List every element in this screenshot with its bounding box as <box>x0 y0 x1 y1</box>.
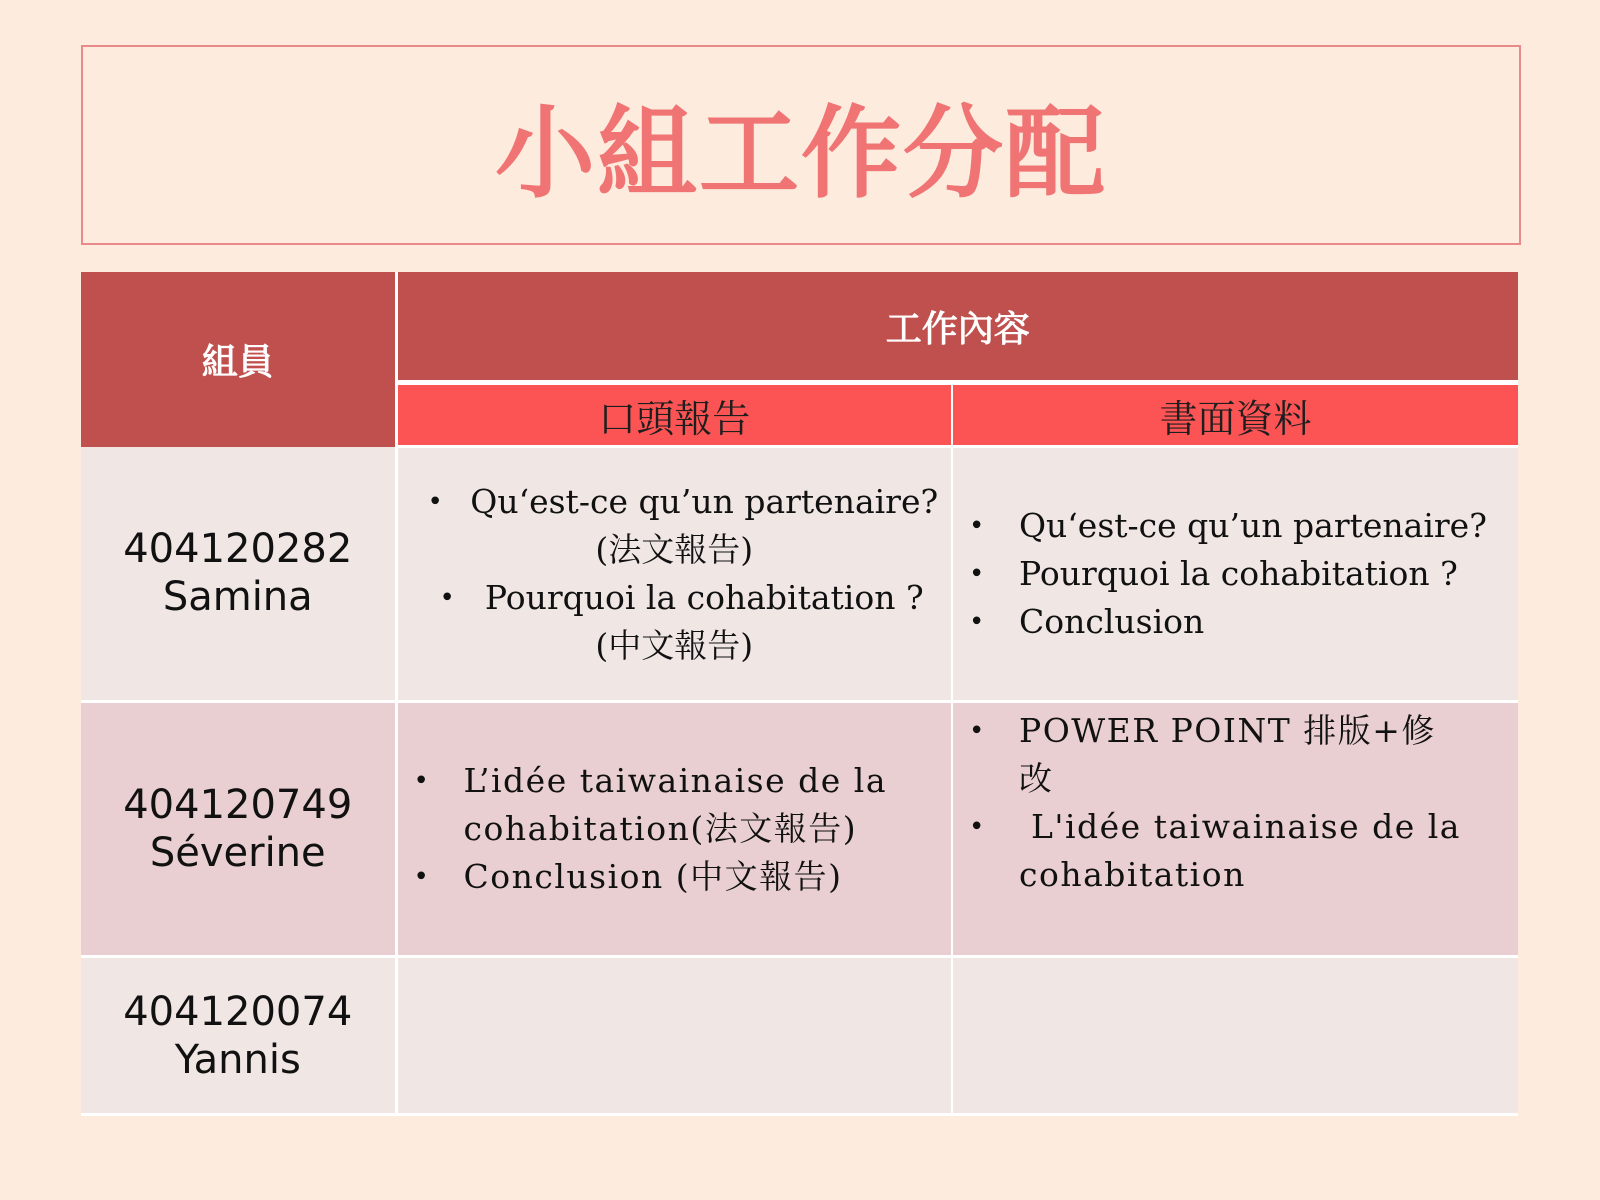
member-cell <box>81 447 396 702</box>
header-oral: 口頭報告 <box>396 383 952 447</box>
member-id: 404120074 <box>123 988 353 1035</box>
member-cell <box>81 702 396 957</box>
table-row <box>81 957 1518 1115</box>
bullet: • <box>969 511 985 541</box>
bullet: • <box>969 559 985 589</box>
member-name: Yannis <box>174 1036 301 1083</box>
member-cell <box>81 957 396 1115</box>
header-work: 工作內容 <box>396 272 1518 383</box>
list-item: • Pourquoi la cohabitation ? <box>1019 550 1518 598</box>
oral-item-text: Pourquoi la cohabitation ? <box>484 578 924 617</box>
table-row <box>81 447 1518 702</box>
member-name: Séverine <box>149 830 326 876</box>
list-item: • Conclusion (中文報告) <box>464 853 952 901</box>
page-title: 小組工作分配 <box>495 95 1107 212</box>
header-written: 書面資料 <box>952 383 1518 447</box>
member-id: 404120749 <box>123 782 353 828</box>
bullet: • <box>969 607 985 637</box>
bullet: • <box>969 812 986 842</box>
list-item <box>398 478 952 574</box>
oral-item-text: Qu‘est-ce qu’un partenaire? <box>470 482 939 521</box>
bullet: • <box>413 862 431 892</box>
bullet: • <box>439 583 455 613</box>
oral-item-note: (中文報告) <box>595 626 754 665</box>
oral-cell <box>396 957 952 1115</box>
bullet: • <box>427 487 443 517</box>
list-item: • POWER POINT 排版+修 改 <box>1019 707 1518 803</box>
header-row-top <box>81 272 1518 383</box>
member-id: 404120282 <box>123 526 353 573</box>
list-item: • Conclusion <box>1019 598 1518 646</box>
oral-item-note: (法文報告) <box>595 530 754 569</box>
list-item <box>398 574 952 670</box>
oral-cell <box>396 702 952 957</box>
header-member: 組員 <box>81 272 396 447</box>
bullet: • <box>413 766 431 796</box>
oral-cell <box>396 447 952 702</box>
written-cell <box>952 957 1518 1115</box>
list-item: • L'idée taiwainaise de la cohabitation <box>1019 803 1518 899</box>
member-name: Samina <box>162 574 313 621</box>
bullet: • <box>969 716 986 746</box>
work-table <box>81 272 1518 1116</box>
list-item: • Qu‘est-ce qu’un partenaire? <box>1019 502 1518 550</box>
title-box <box>81 45 1521 245</box>
written-cell <box>952 447 1518 702</box>
list-item: • L’idée taiwainaise de la cohabitation(法文報告) <box>464 757 952 853</box>
table-row <box>81 702 1518 957</box>
written-cell <box>952 702 1518 957</box>
